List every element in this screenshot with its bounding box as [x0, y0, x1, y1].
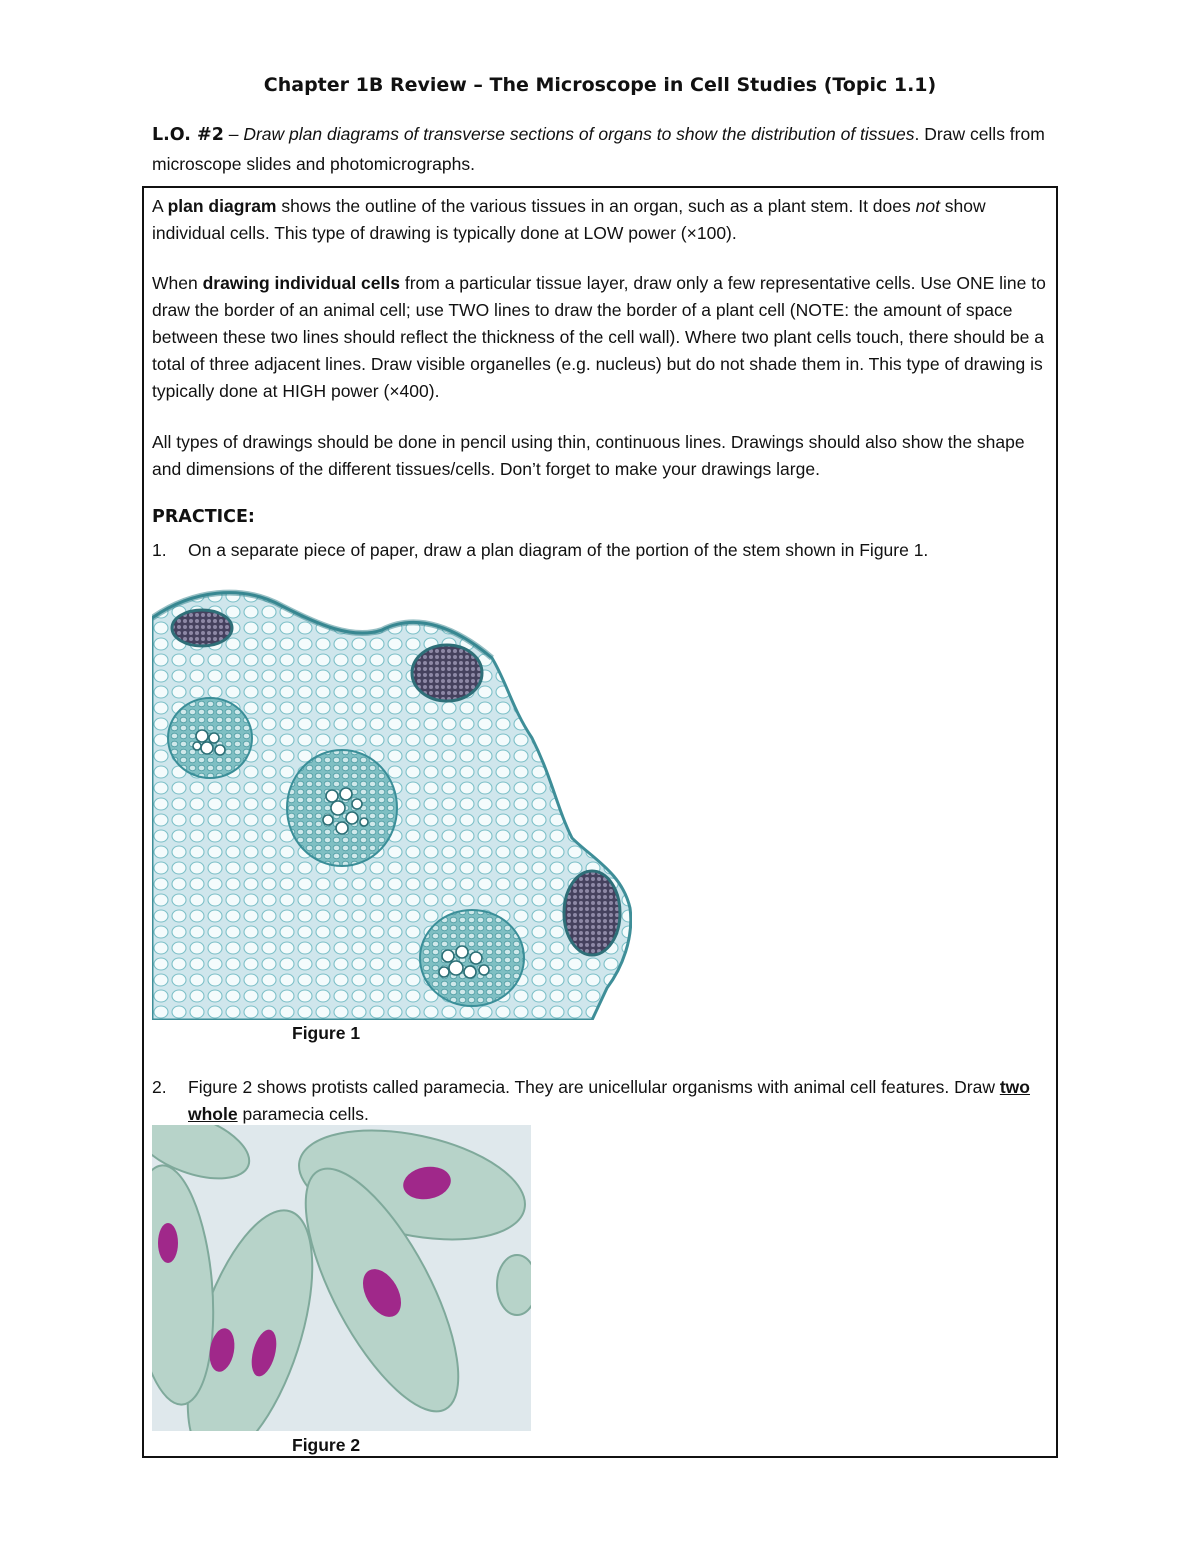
objective-dash: –	[223, 124, 244, 144]
q2-emphasis-two: two	[999, 1077, 1030, 1097]
figure-2-caption: Figure 2	[292, 1435, 361, 1455]
page-title: Chapter 1B Review – The Microscope in Cell Studies (Topic 1.1)	[263, 74, 937, 96]
stem-illustration	[152, 588, 632, 1020]
figure-1-caption: Figure 1	[292, 1023, 361, 1043]
q2-text-e: paramecia cells.	[237, 1104, 369, 1124]
fiber-cap-1	[172, 610, 232, 646]
plan-diagram-paragraph	[152, 193, 1052, 247]
individual-cells-paragraph	[152, 270, 1052, 405]
para1-text-c: shows the outline of the various tissues in an organ, such as a plant stem. It does	[276, 196, 916, 216]
objective-rest-text: . Draw cells from microscope slides and photomicrographs.	[152, 124, 1045, 174]
para1-text-e: show individual cells. This type of drawing is typically done at LOW power (×100).	[152, 196, 986, 243]
figure-2-paramecia-micrograph	[152, 1125, 531, 1431]
objective-italic-text: Draw plan diagrams of transverse sections of organs to show the distribution of tissues	[243, 124, 915, 144]
para2-bold-term: drawing individual cells	[202, 273, 400, 293]
question-2-number: 2.	[152, 1077, 167, 1097]
nucleus-5	[158, 1223, 178, 1263]
para2-text-c: from a particular tissue layer, draw only a few representative cells. Use ONE line to draw the border of an animal cell; use TWO lines to draw the border of a plant cell (NOTE: the amount of space between these two lines should reflect the thickness of the cell wall). Where two plant cells touch, there should be a total of three adjacent lines. Draw visible organelles (e.g. nucleus) but do not shade them in. This type of drawing is typically done at HIGH power (×400).	[152, 273, 1046, 401]
figure-1-stem-micrograph	[152, 588, 632, 1020]
para2-text-a: When	[152, 273, 203, 293]
fiber-cap-3	[564, 871, 620, 955]
para1-text-a: A	[152, 196, 168, 216]
practice-heading: PRACTICE:	[152, 507, 255, 527]
para1-italic-word: not	[915, 196, 940, 216]
q2-text-a: Figure 2 shows protists called paramecia. They are unicellular organisms with animal cell features. Draw	[188, 1077, 1000, 1097]
objective-label: L.O. #2	[152, 125, 224, 145]
drawing-tips-paragraph: All types of drawings should be done in pencil using thin, continuous lines. Drawings should also show the shape and dimensions of the different tissues/cells. Don’t forget to make your drawings large.	[152, 432, 1025, 479]
question-2-text	[188, 1074, 1052, 1128]
paramecia-illustration	[152, 1125, 531, 1431]
learning-objective	[152, 120, 1062, 179]
question-1-number: 1.	[152, 540, 167, 560]
fiber-cap-2	[412, 645, 482, 701]
q2-emphasis-whole: whole	[188, 1104, 238, 1124]
question-1-text: On a separate piece of paper, draw a plan diagram of the portion of the stem shown in Figure 1.	[188, 540, 929, 560]
para1-bold-term: plan diagram	[167, 196, 277, 216]
